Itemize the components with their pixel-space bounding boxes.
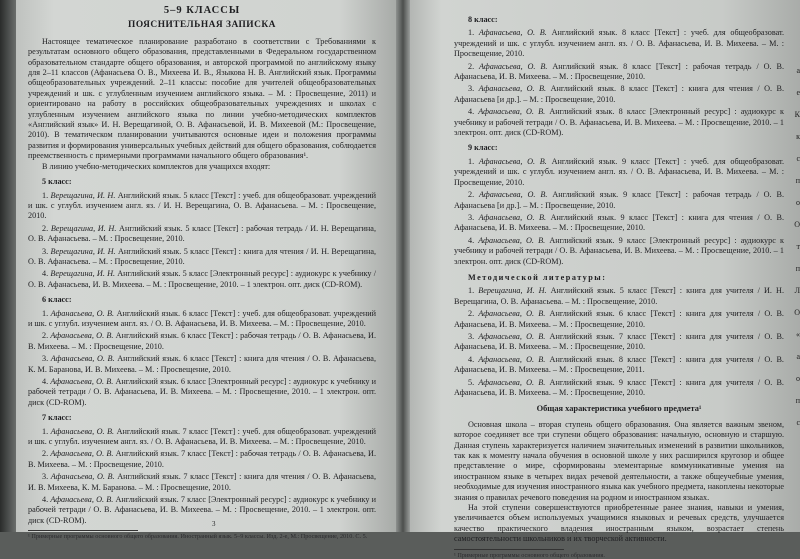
- bibliography-entry: [454, 286, 784, 307]
- bibliography-entry: [454, 355, 784, 376]
- entry-number: 3.: [42, 354, 51, 364]
- entry-number: 4.: [468, 107, 479, 117]
- entry-number: 4.: [42, 269, 51, 279]
- entry-number: 1.: [42, 190, 51, 200]
- entry-author: Афанасьева, О. В.: [479, 61, 548, 71]
- bibliography-entry: [454, 84, 784, 105]
- entry-number: 3.: [468, 331, 479, 341]
- entry-text: Английский язык. 6 класс [Текст] : рабочая тетрадь / О. В. Афанасьева, И. В. Михеева. – М. : Просвещение, 2010.: [28, 331, 376, 351]
- entry-author: Афанасьева, О. В.: [50, 449, 114, 459]
- entry-author: Афанасьева, О. В.: [478, 331, 546, 341]
- margin-letter: Л: [794, 286, 800, 295]
- right-footnote: ¹ Примерные программы основного общего образования.: [454, 551, 605, 559]
- bibliography-entry: [454, 378, 784, 399]
- bibliography-entry: [454, 236, 784, 267]
- footnote-rule: [28, 530, 138, 531]
- bibliography-entry: [28, 495, 376, 526]
- entry-number: 1.: [42, 308, 51, 318]
- bibliography-entry: [454, 107, 784, 138]
- grade-subheading: 5 класс:: [42, 177, 72, 187]
- grade-subheading: 9 класс:: [468, 143, 498, 153]
- right-page: [410, 0, 800, 559]
- bibliography-entry: [28, 224, 376, 245]
- entry-author: Афанасьева, О. В.: [50, 472, 115, 482]
- margin-letter: к: [796, 132, 800, 141]
- entry-text: Английский язык. 6 класс [Текст] : книга для чтения / О. В. Афанасьева, К. М. Баранова, И. В. Михеева. – М. : Просвещение, 2010.: [28, 354, 376, 374]
- bibliography-entry: [28, 377, 376, 408]
- entry-author: Афанасьева, О. В.: [479, 190, 548, 200]
- entry-author: Афанасьева, О. В.: [478, 354, 546, 364]
- entry-author: Афанасьева, О. В.: [478, 156, 547, 166]
- entry-text: Английский язык. 8 класс [Электронный ресурс] : аудиокурс к учебнику и рабочей тетради / О. В. Афанасьева, И. В. Михеева. – М. : Просвещение, 2010. – 1 электрон. опт. диск (CD-ROM).: [454, 107, 784, 138]
- entry-number: 4.: [468, 235, 479, 245]
- bibliography-entry: [28, 269, 376, 290]
- margin-letter: п: [795, 176, 800, 185]
- left-grade-sections: [28, 177, 376, 526]
- margin-letter: О: [794, 220, 800, 229]
- margin-letter: с: [796, 154, 800, 163]
- next-page-margin-letters: [784, 60, 800, 434]
- book-gutter: [396, 0, 410, 532]
- margin-letter: п: [795, 264, 800, 273]
- entry-text: Английский язык. 5 класс [Текст] : учеб. для общеобразоват. учреждений и шк. с углубл. изучением англ. яз. / И. Н. Верещагина, О. В. Афанасьева. – М. : Просвещение, 2010.: [28, 190, 376, 221]
- page-number: 3: [212, 520, 216, 528]
- bibliography-entry: [28, 427, 376, 448]
- margin-letter: п: [795, 396, 800, 405]
- bibliography-entry: [454, 157, 784, 188]
- margin-letter: о: [796, 374, 800, 383]
- entry-author: Афанасьева, О. В.: [50, 331, 114, 341]
- margin-letter: а: [796, 66, 800, 75]
- left-page: [16, 0, 396, 541]
- entry-author: Афанасьева, О. В.: [50, 426, 115, 436]
- entry-author: Афанасьева, О. В.: [50, 495, 114, 505]
- entry-number: 1.: [468, 28, 479, 38]
- entry-author: Верещагина, И. Н.: [50, 269, 116, 279]
- bibliography-entry: [28, 449, 376, 470]
- entry-text: Английский язык. 5 класс [Текст] : книга для учителя / И. Н. Верещагина, О. В. Афанасьева. – М. : Просвещение, 2010.: [454, 286, 784, 306]
- footnote-rule-right: [454, 549, 564, 550]
- grade-heading: 5–9 КЛАССЫ: [163, 5, 241, 16]
- bibliography-entry: [28, 247, 376, 268]
- entry-text: Английский язык. 8 класс [Текст] : рабочая тетрадь / О. В. Афанасьева, И. В. Михеева. – М. : Просвещение, 2010.: [454, 61, 784, 82]
- entry-author: Верещагина, И. Н.: [50, 246, 116, 256]
- entry-text: Английский язык. 9 класс [Текст] : книга для учителя / О. В. Афанасьева, И. В. Михеева. – М. : Просвещение, 2010.: [454, 377, 784, 397]
- entry-number: 2.: [42, 449, 51, 459]
- entry-number: 4.: [42, 495, 51, 505]
- entry-text: Английский язык. 6 класс [Электронный ресурс] : аудиокурс к учебнику и рабочей тетради / О. В. Афанасьева, И. В. Михеева. – М. : Просвещение, 2010. – 1 электрон. опт. диск (CD-ROM).: [28, 377, 376, 407]
- entry-number: 3.: [42, 246, 51, 256]
- entry-text: Английский язык. 8 класс [Текст] : учеб. для общеобразоват. учреждений и шк. с углубл. изучением англ. яз. / О. В. Афанасьева, И. В. Михеева. – М. : Просвещение, 2010.: [454, 28, 785, 59]
- entry-author: Верещагина, И. Н.: [50, 190, 116, 200]
- bibliography-entry: [454, 62, 784, 83]
- bibliography-entry: [28, 331, 376, 352]
- margin-letter: с: [796, 418, 800, 427]
- body-paragraph: Основная школа – вторая ступень общего образования. Она является важным звеном, которое соединяет все три ступени общего образования: начальную, основную и старшую. Данная ступень характеризуется наличием значительных изменений в развитии школьников, так как к моменту начала обучения в основной школе у них расширился кругозор и общее представление о мире, сформированы элементарные коммуникативные умения на иностранном языке в четырех видах речевой деятельности, а также общеучебные умения, необходимые для изучения иностранного языка как учебного предмета, накоплены некоторые знания о правилах речевого поведения на родном и иностранном языках.: [454, 419, 784, 502]
- entry-text: Английский язык. 6 класс [Текст] : учеб. для общеобразоват. учреждений и шк. с углубл. изучением англ. яз. / О. В. Афанасьева, И. В. Михеева. – М. : Просвещение, 2010.: [28, 308, 377, 328]
- entry-number: 2.: [468, 61, 480, 71]
- entry-text: Английский язык. 7 класс [Текст] : рабочая тетрадь / О. В. Афанасьева, И. В. Михеева. – М. : Просвещение, 2010.: [28, 449, 376, 469]
- entry-text: Английский язык. 5 класс [Электронный ресурс] : аудиокурс к учебнику / О. В. Афанасьева, И. В. Михеева. – М. : Просвещение, 2010. – 1 электрон. опт. диск (CD-ROM).: [28, 269, 376, 289]
- entry-author: Афанасьева, О. В.: [478, 28, 547, 38]
- entry-number: 1.: [468, 286, 479, 296]
- page-title: ПОЯСНИТЕЛЬНАЯ ЗАПИСКА: [128, 20, 276, 31]
- entry-number: 3.: [468, 84, 479, 94]
- entry-number: 3.: [468, 212, 479, 222]
- entry-text: Английский язык. 6 класс [Текст] : книга для учителя / О. В. Афанасьева, И. В. Михеева. – М. : Просвещение, 2010.: [454, 309, 784, 329]
- entry-author: Афанасьева, О. В.: [478, 235, 546, 245]
- bibliography-entry: [28, 472, 376, 493]
- entry-text: Английский язык. 7 класс [Текст] : учеб. для общеобразоват. учреждений и шк. с углубл. изучением англ. яз. / О. В. Афанасьева, И. В. Михеева. – М. : Просвещение, 2010.: [28, 426, 377, 447]
- bibliography-entry: [454, 332, 784, 353]
- entry-author: Афанасьева, О. В.: [50, 308, 115, 318]
- entry-author: Афанасьева, О. В.: [478, 309, 546, 319]
- entry-number: 1.: [42, 426, 51, 436]
- right-grade-sections: [454, 15, 784, 267]
- entry-author: Афанасьева, О. В.: [50, 354, 115, 364]
- margin-letter: т: [796, 242, 800, 251]
- complex-intro: В линию учебно-методических комплектов для учащихся входят:: [42, 161, 271, 171]
- bibliography-entry: [28, 191, 376, 222]
- previous-page-edge: [0, 0, 16, 532]
- grade-subheading: 8 класс:: [468, 15, 498, 24]
- entry-author: Афанасьева, О. В.: [478, 212, 547, 222]
- entry-number: 3.: [42, 472, 51, 482]
- intro-paragraph: Настоящее тематическое планирование разработано в соответствии с Требованиями к результатам основного общего образования, представленными в Федеральном государственном образовательном стандарте общего образования, и авторской программой по английскому языку для 2–11 классов (Афанасьева О. В., Михеева И. В., Языкова Н. В. Английский язык. Программы общеобразовательных учреждений. 2–11 классы: пособие для учителей общеобразовательных учреждений и шк. с углубленным изучением английского языка. – М. : Просвещение, 2011) и ориентировано на работу в российских общеобразовательных учреждениях и школах с углубленным изучением английского языка по линии учебно-методических комплектов «Английский язык» И. Н. Верещагиной, О. В. Афанасьевой, И. В. Михеевой (М.: Просвещение, 2010). В тематическом планировании учитываются основные идеи и положения программы развития и формирования универсальных учебных действий для общего образования, соблюдается преемственность с примерными программами начального общего образования¹.: [28, 36, 376, 161]
- margin-letter: о: [796, 198, 800, 207]
- body-paragraphs: [454, 420, 784, 545]
- entry-number: 4.: [42, 377, 51, 386]
- bibliography-entry: [454, 190, 784, 211]
- entry-text: Английский язык. 9 класс [Текст] : учеб. для общеобразоват. учреждений и шк. с углубл. изучением англ. яз. / О. В. Афанасьева, И. В. Михеева. – М. : Просвещение, 2010.: [454, 156, 785, 187]
- bibliography-entry: [28, 354, 376, 375]
- entry-text: Английский язык. 8 класс [Текст] : книга для учителя / О. В. Афанасьева, И. В. Михеева. – М. : Просвещение, 2011.: [454, 354, 784, 375]
- entry-text: Английский язык. 5 класс [Текст] : рабочая тетрадь / И. Н. Верещагина, О. В. Афанасьева. – М. : Просвещение, 2010.: [28, 223, 376, 244]
- entry-author: Верещагина, И. Н.: [50, 223, 117, 233]
- entry-text: Английский язык. 7 класс [Текст] : книга для чтения / О. В. Афанасьева, И. В. Михеева, К. М. Баранова. – М. : Просвещение, 2010.: [28, 472, 376, 492]
- entry-text: Английский язык. 7 класс [Электронный ресурс] : аудиокурс к учебнику и рабочей тетради / О. В. Афанасьева, И. В. Михеева. – М. : Просвещение, 2010. – 1 электрон. опт. диск (CD-ROM).: [28, 495, 376, 525]
- entry-author: Афанасьева, О. В.: [478, 107, 546, 117]
- margin-letter: К: [794, 110, 800, 119]
- left-footnote: ¹ Примерные программы основного общего образования. Иностранный язык. 5–9 классы. Изд. 2-е, М.: Просвещение, 2010. С. 5.: [28, 533, 368, 541]
- bibliography-entry: [454, 28, 784, 59]
- margin-letter: е: [796, 88, 800, 97]
- method-heading: Методической литературы:: [468, 272, 607, 282]
- entry-author: Афанасьева, О. В.: [478, 377, 546, 387]
- margin-letter: а: [796, 352, 800, 361]
- entry-text: Английский язык. 5 класс [Текст] : книга для чтения / И. Н. Верещагина, О. В. Афанасьева. – М. : Просвещение, 2010.: [28, 246, 377, 266]
- grade-subheading: 6 класс:: [42, 295, 72, 305]
- entry-number: 4.: [468, 354, 479, 364]
- entry-number: 2.: [468, 190, 480, 200]
- entry-text: Английский язык. 7 класс [Текст] : книга для учителя / О. В. Афанасьева, И. В. Михеева. – М. : Просвещение, 2010.: [454, 331, 784, 352]
- method-list: [454, 286, 784, 398]
- entry-text: Английский язык. 9 класс [Текст] : книга для чтения / О. В. Афанасьева, И. В. Михеева. – М. : Просвещение, 2010.: [454, 212, 785, 233]
- entry-text: Английский язык. 9 класс [Электронный ресурс] : аудиокурс к учебнику и рабочей тетради / О. В. Афанасьева, И. В. Михеева. – М. : Просвещение, 2010. – 1 электрон. опт. диск (CD-ROM).: [454, 235, 784, 266]
- entry-number: 2.: [42, 223, 51, 233]
- grade-subheading: 7 класс:: [42, 413, 72, 423]
- entry-author: Афанасьева, О. В.: [478, 84, 547, 94]
- entry-text: Английский язык. 9 класс [Текст] : рабочая тетрадь / О. В. Афанасьева [и др.]. – М. : Просвещение, 2010.: [454, 190, 784, 210]
- margin-letter: «: [796, 330, 800, 339]
- bibliography-entry: [28, 309, 376, 330]
- section-title: Общая характеристика учебного предмета¹: [536, 404, 702, 414]
- left-page-content: [28, 6, 376, 541]
- entry-author: Верещагина, И. Н.: [478, 286, 547, 296]
- margin-letter: О: [794, 308, 800, 317]
- entry-number: 1.: [468, 156, 479, 166]
- body-paragraph: На этой ступени совершенствуются приобретенные ранее знания, навыки и умения, увеличивается объем используемых учащимися языковых и речевых средств, улучшается качество практического владения иностранным языком, возрастает степень самостоятельности школьников и их творческой активности.: [454, 503, 784, 544]
- entry-number: 2.: [468, 309, 479, 319]
- entry-text: Английский язык. 8 класс [Текст] : книга для чтения / О. В. Афанасьева [и др.]. – М. : Просвещение, 2010.: [454, 84, 785, 104]
- bibliography-entry: [454, 309, 784, 330]
- entry-number: 5.: [468, 377, 479, 387]
- entry-number: 2.: [42, 331, 51, 341]
- right-page-content: [454, 10, 784, 559]
- entry-author: Афанасьева, О. В.: [50, 377, 114, 386]
- bibliography-entry: [454, 213, 784, 234]
